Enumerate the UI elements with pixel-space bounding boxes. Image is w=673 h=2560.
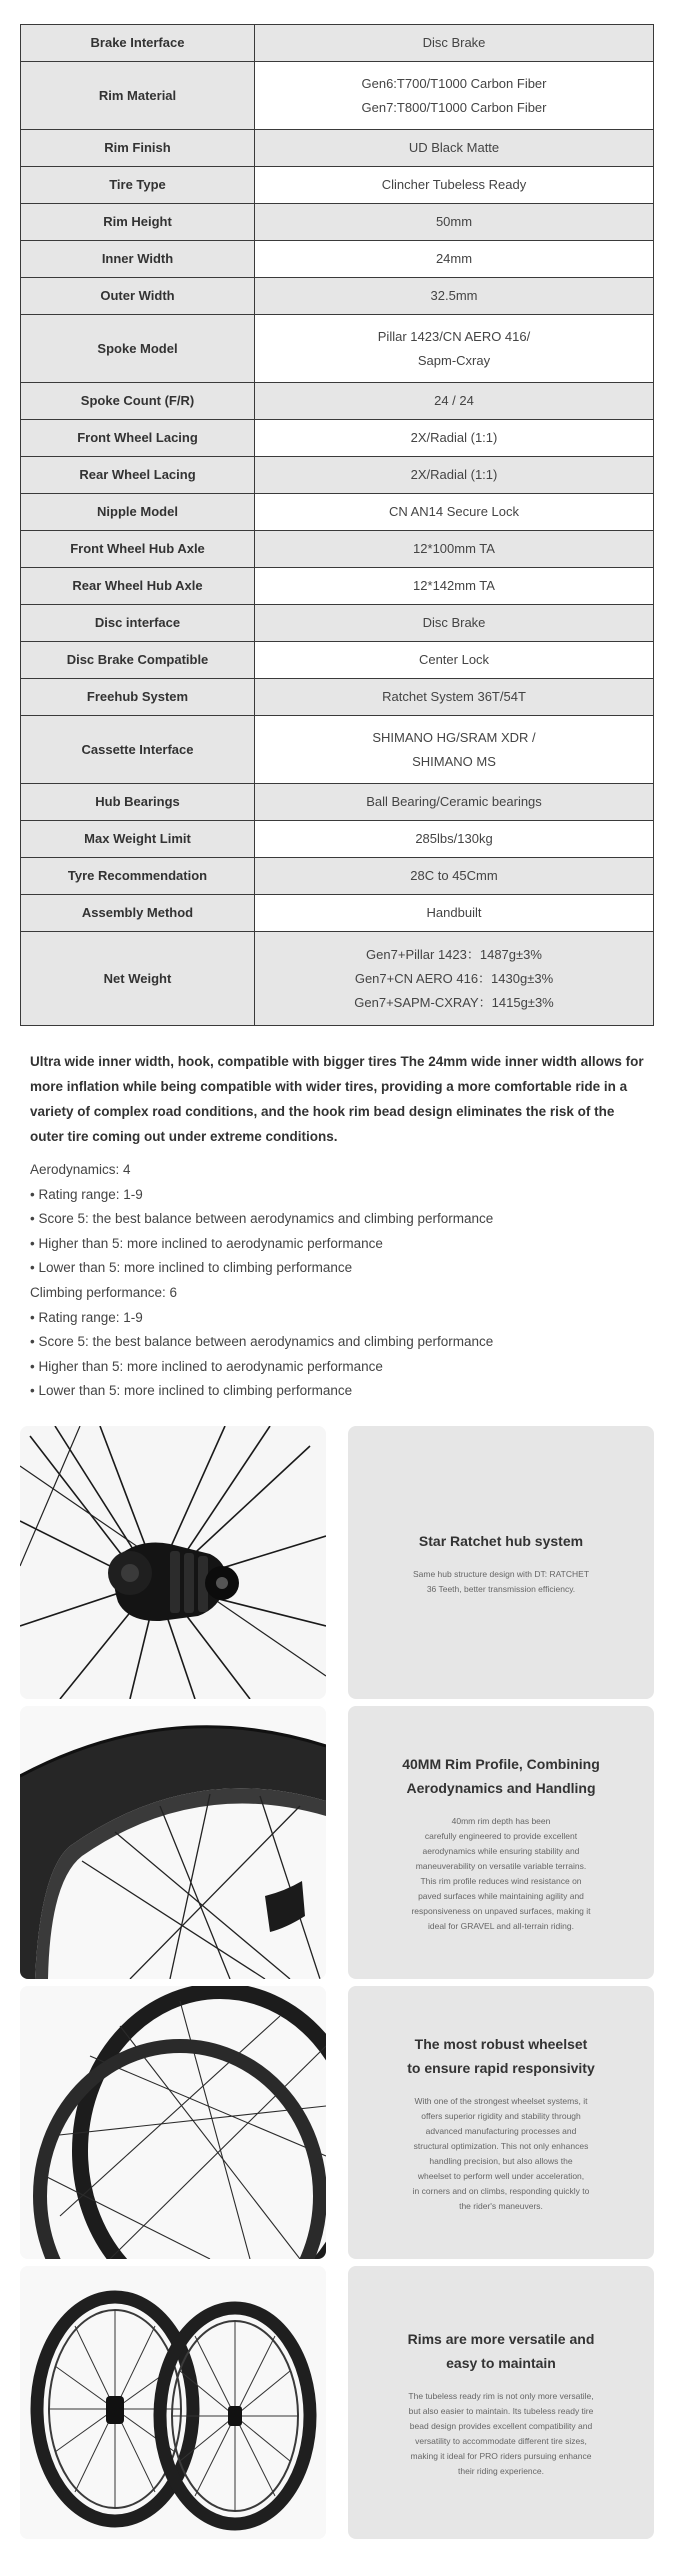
spec-value-line: Ratchet System 36T/54T (382, 689, 526, 704)
spec-value (255, 167, 654, 204)
spec-row (21, 679, 654, 716)
spec-value-line: Gen6:T700/T1000 Carbon Fiber (361, 75, 547, 91)
feature-robust-wheelset-title: The most robust wheelset to ensure rapid responsivity (407, 2035, 595, 2076)
rear-hub-photo (20, 1426, 326, 1699)
spec-value-line: 28C to 45Cmm (410, 868, 498, 883)
description (30, 1049, 650, 1404)
spec-row (21, 130, 654, 167)
spec-label: Spoke Model (21, 315, 255, 383)
spec-value-line: Disc Brake (422, 35, 486, 50)
spec-value (255, 568, 654, 605)
spec-row (21, 605, 654, 642)
spec-label: Hub Bearings (21, 784, 255, 821)
spec-label: Tire Type (21, 167, 255, 204)
feature-rim-profile-card (348, 1706, 654, 1979)
spec-value-line: UD Black Matte (408, 140, 500, 155)
spec-value-line: Gen7:T800/T1000 Carbon Fiber (361, 99, 547, 115)
spec-label: Inner Width (21, 241, 255, 278)
spec-row (21, 531, 654, 568)
spec-value (255, 315, 654, 383)
spec-value (255, 494, 654, 531)
spec-label: Assembly Method (21, 895, 255, 932)
spec-label: Net Weight (21, 932, 255, 1026)
spec-row (21, 278, 654, 315)
description-line: • Rating range: 1-9 (30, 1186, 143, 1202)
spec-value-line: 2X/Radial (1:1) (410, 430, 498, 445)
spec-value (255, 531, 654, 568)
spec-label: Front Wheel Lacing (21, 420, 255, 457)
spec-value-line: CN AN14 Secure Lock (388, 504, 520, 519)
spec-label: Outer Width (21, 278, 255, 315)
spec-label: Cassette Interface (21, 716, 255, 784)
spec-value (255, 784, 654, 821)
spec-value (255, 642, 654, 679)
feature-robust-wheelset-card (348, 1986, 654, 2259)
description-line: • Score 5: the best balance between aerodynamics and climbing performance (30, 1334, 494, 1350)
spec-value-line: Ball Bearing/Ceramic bearings (366, 794, 542, 809)
description-line: • Score 5: the best balance between aerodynamics and climbing performance (30, 1211, 494, 1227)
spec-value-line: Pillar 1423/CN AERO 416/ (377, 328, 531, 344)
spec-label: Freehub System (21, 679, 255, 716)
spec-row (21, 62, 654, 130)
feature-rim-profile-title: 40MM Rim Profile, Combining Aerodynamics and Handling (402, 1755, 600, 1796)
wheelset-photo (20, 2266, 326, 2539)
spec-label: Nipple Model (21, 494, 255, 531)
spec-label: Rim Material (21, 62, 255, 130)
description-line: Aerodynamics: 4 (30, 1162, 131, 1177)
spec-value-line: 285lbs/130kg (415, 831, 493, 846)
spec-value (255, 716, 654, 784)
feature-hub (20, 1426, 654, 1699)
description-line: • Higher than 5: more inclined to aerodynamic performance (30, 1235, 383, 1251)
spec-value (255, 62, 654, 130)
spec-row (21, 716, 654, 784)
spec-table (20, 24, 654, 1026)
spec-value (255, 932, 654, 1026)
spec-row (21, 204, 654, 241)
spec-value-line: Center Lock (418, 652, 490, 667)
spec-value-line: 50mm (435, 214, 473, 229)
description-line: • Lower than 5: more inclined to climbing performance (30, 1260, 353, 1276)
spec-row (21, 568, 654, 605)
spec-value (255, 278, 654, 315)
feature-versatile-rims-text: The tubeless ready rim is not only more versatile, but also easier to maintain. Its tubeless ready tire bead design provides excellent compatibility and versatility to accommodate different tire sizes, making it ideal for PRO riders pursuing enhance their riding experience. (408, 2390, 594, 2476)
rim-profile-photo (20, 1706, 326, 1979)
spec-value (255, 858, 654, 895)
spec-row (21, 420, 654, 457)
spec-label: Disc interface (21, 605, 255, 642)
spec-row (21, 858, 654, 895)
spec-value-line: 12*100mm TA (413, 541, 495, 556)
description-lines (30, 1158, 650, 1404)
feature-versatile-rims (20, 2266, 654, 2539)
spec-value-line: Sapm-Cxray (417, 352, 491, 368)
rear-wheel-graphic (37, 2297, 193, 2521)
feature-rim-profile (20, 1706, 654, 1979)
spec-value-line: 24mm (435, 251, 473, 266)
spec-value-line: 24 / 24 (434, 393, 474, 408)
spec-row (21, 383, 654, 420)
feature-hub-text: Same hub structure design with DT: RATCHET 36 Teeth, better transmission efficiency. (412, 1568, 590, 1594)
spec-value-line: 32.5mm (430, 288, 478, 303)
spec-value (255, 895, 654, 932)
spec-value (255, 130, 654, 167)
spec-label: Front Wheel Hub Axle (21, 531, 255, 568)
spec-label: Rear Wheel Lacing (21, 457, 255, 494)
spec-value-line: Disc Brake (422, 615, 486, 630)
spec-value (255, 204, 654, 241)
spec-table-body (21, 25, 654, 1026)
spec-row (21, 241, 654, 278)
feature-hub-title: Star Ratchet hub system (418, 1532, 584, 1549)
description-line: • Higher than 5: more inclined to aerodynamic performance (30, 1358, 383, 1374)
spec-value-line: Handbuilt (426, 905, 482, 920)
spec-label: Disc Brake Compatible (21, 642, 255, 679)
spec-row (21, 167, 654, 204)
feature-robust-wheelset (20, 1986, 654, 2259)
feature-rim-profile-text: 40mm rim depth has been carefully engineered to provide excellent aerodynamics while ensuring stability and maneuverability on versatile variable terrains. This rim profile reduces wind resistance on paved surfaces while maintaining agility and responsiveness on unpaved surfaces, making it ideal for GRAVEL and all-terrain riding. (411, 1815, 591, 1931)
spec-row (21, 821, 654, 858)
spec-row (21, 494, 654, 531)
spec-value (255, 679, 654, 716)
spec-label: Rim Finish (21, 130, 255, 167)
feature-versatile-rims-card (348, 2266, 654, 2539)
description-line: • Lower than 5: more inclined to climbing performance (30, 1383, 353, 1399)
spec-value (255, 821, 654, 858)
spec-value-line: 12*142mm TA (413, 578, 495, 593)
spec-value (255, 605, 654, 642)
spec-label: Max Weight Limit (21, 821, 255, 858)
spec-row (21, 457, 654, 494)
spec-row (21, 784, 654, 821)
spec-label: Rim Height (21, 204, 255, 241)
wheel-rims-photo (20, 1986, 326, 2259)
spec-value (255, 25, 654, 62)
description-line: Climbing performance: 6 (30, 1284, 178, 1300)
spec-value (255, 383, 654, 420)
spec-label: Spoke Count (F/R) (21, 383, 255, 420)
spec-value-line: 2X/Radial (1:1) (410, 467, 498, 482)
feature-versatile-rims-title: Rims are more versatile and easy to maintain (407, 2330, 595, 2371)
front-wheel-graphic (160, 2308, 310, 2524)
spec-label: Brake Interface (21, 25, 255, 62)
spec-value-line: Gen7+SAPM-CXRAY：1415g±3% (354, 994, 554, 1010)
spec-value-line: Gen7+CN AERO 416：1430g±3% (354, 970, 554, 986)
description-line: • Rating range: 1-9 (30, 1309, 143, 1325)
spec-row (21, 895, 654, 932)
spec-label: Rear Wheel Hub Axle (21, 568, 255, 605)
spec-row (21, 315, 654, 383)
feature-hub-card (348, 1426, 654, 1699)
spec-value-line: Gen7+Pillar 1423：1487g±3% (366, 946, 542, 962)
spec-value-line: Clincher Tubeless Ready (381, 177, 527, 192)
spec-label: Tyre Recommendation (21, 858, 255, 895)
spec-row (21, 25, 654, 62)
spec-value-line: SHIMANO HG/SRAM XDR / (372, 729, 536, 745)
spec-row (21, 642, 654, 679)
description-intro: Ultra wide inner width, hook, compatible with bigger tires The 24mm wide inner width allows for more inflation while being compatible with wider tires, providing a more comfortable ride in a variety of complex road conditions, and the hook rim bead design eliminates the risk of the outer tire coming out under extreme conditions. (30, 1054, 644, 1144)
spec-value-line: SHIMANO MS (412, 753, 496, 769)
feature-robust-wheelset-text: With one of the strongest wheelset systems, it offers superior rigidity and stability through advanced manufacturing processes and structural optimization. This not only enhances handling precision, but also allows the wheelset to perform well under acceleration, in corners and on climbs, responding quickly to the rider's maneuvers. (412, 2095, 590, 2211)
spec-row (21, 932, 654, 1026)
spec-value (255, 457, 654, 494)
spec-value (255, 420, 654, 457)
spec-value (255, 241, 654, 278)
